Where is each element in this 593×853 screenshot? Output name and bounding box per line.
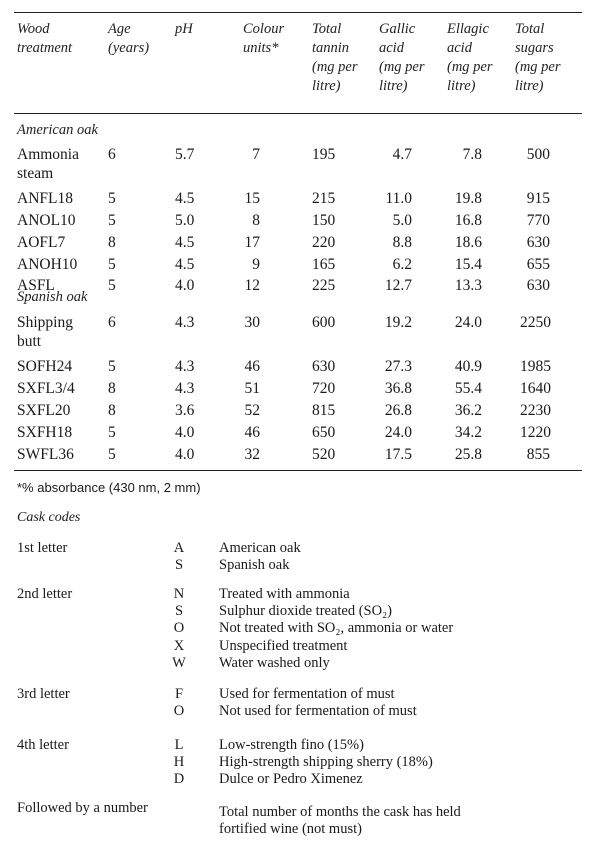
code-item — [0, 557, 593, 574]
code-letter: O — [173, 620, 185, 637]
wood-treatment-line: AOFL7 — [17, 234, 66, 251]
header-gallic-acid — [379, 20, 425, 96]
header-total-sugars — [515, 20, 561, 96]
header-line: Colour — [243, 21, 285, 37]
header-line: (mg per — [447, 59, 493, 75]
wood-treatment-cell — [17, 255, 77, 274]
code-group-label: 2nd letter — [17, 586, 73, 602]
ph-cell: 4.5 — [175, 256, 195, 273]
age-cell: 5 — [108, 446, 116, 463]
wood-treatment-line: SXFL20 — [17, 402, 71, 419]
gallic-cell: 11.0 — [385, 190, 412, 207]
header-total-tannin — [312, 20, 358, 96]
ellagic-cell: 55.4 — [454, 380, 482, 397]
wood-treatment-line: SXFH18 — [17, 424, 73, 441]
ph-cell: 4.3 — [175, 380, 195, 397]
header-line: treatment — [17, 40, 73, 56]
header-age — [108, 20, 149, 58]
group-label: Spanish oak — [17, 289, 88, 305]
header-line: acid — [379, 40, 404, 56]
colour-cell: 12 — [244, 277, 260, 294]
ph-cell: 3.6 — [175, 402, 195, 419]
colour-cell: 30 — [244, 314, 260, 331]
sugars-cell: 1640 — [520, 380, 551, 397]
wood-treatment-cell — [17, 189, 73, 208]
header-colour — [243, 20, 284, 58]
wood-treatment-cell — [17, 233, 65, 252]
tannin-cell: 225 — [312, 277, 336, 294]
header-ph — [175, 20, 193, 39]
wood-treatment-line: SOFH24 — [17, 358, 73, 375]
wood-treatment-cell — [17, 445, 74, 464]
code-letter: X — [173, 637, 185, 654]
code-letter: H — [173, 754, 185, 771]
code-group-label: 1st letter — [17, 540, 68, 556]
age-cell: 6 — [108, 146, 116, 163]
code-description: Low-strength fino (15%) — [219, 737, 364, 753]
code-item — [0, 638, 593, 655]
age-cell: 8 — [108, 402, 116, 419]
tannin-cell: 220 — [312, 234, 336, 251]
tannin-cell: 600 — [312, 314, 336, 331]
sugars-cell: 500 — [526, 146, 550, 163]
cask-codes-title: Cask codes — [17, 510, 81, 525]
code-description: Not treated with SO₂, ammonia or water — [219, 620, 454, 637]
colour-cell: 46 — [244, 424, 260, 441]
code-description: fortified wine (not must) — [219, 821, 362, 838]
sugars-cell: 655 — [526, 256, 550, 273]
sugars-cell: 1220 — [520, 424, 551, 441]
header-line: acid — [447, 40, 472, 56]
header-bottom-rule — [14, 113, 582, 114]
header-line: Total — [312, 21, 342, 37]
header-line: Wood — [17, 21, 50, 37]
sugars-cell: 1985 — [520, 358, 551, 375]
ellagic-cell: 15.4 — [454, 256, 482, 273]
sugars-cell: 2230 — [520, 402, 551, 419]
code-description: Treated with ammonia — [219, 586, 350, 602]
footnote: *% absorbance (430 nm, 2 mm) — [17, 480, 201, 495]
tannin-cell: 630 — [312, 358, 336, 375]
header-line: (years) — [108, 40, 150, 56]
code-item — [0, 737, 593, 754]
ellagic-cell: 13.3 — [454, 277, 482, 294]
ellagic-cell: 18.6 — [454, 234, 482, 251]
code-description: Used for fermentation of must — [219, 686, 395, 702]
header-line: (mg per — [515, 59, 561, 75]
colour-cell: 7 — [252, 146, 260, 163]
tannin-cell: 520 — [312, 446, 336, 463]
header-line: litre) — [515, 78, 544, 94]
code-letter: S — [174, 557, 184, 574]
header-line: (mg per — [312, 59, 358, 75]
tannin-cell: 650 — [312, 424, 336, 441]
gallic-cell: 4.7 — [392, 146, 412, 163]
ellagic-cell: 25.8 — [454, 446, 482, 463]
ellagic-cell: 36.2 — [454, 402, 482, 419]
wood-treatment-line: ANFL18 — [17, 190, 73, 207]
ellagic-cell: 7.8 — [462, 146, 482, 163]
code-item — [0, 821, 593, 838]
sugars-cell: 915 — [526, 190, 550, 207]
code-description: Sulphur dioxide treated (SO₂) — [219, 603, 392, 620]
sugars-cell: 630 — [526, 234, 550, 251]
age-cell: 5 — [108, 212, 116, 229]
ph-cell: 4.5 — [175, 234, 195, 251]
age-cell: 6 — [108, 314, 116, 331]
gallic-cell: 6.2 — [392, 256, 412, 273]
wood-treatment-cell — [17, 211, 76, 230]
header-wood-treatment — [17, 20, 72, 58]
code-item — [0, 771, 593, 788]
age-cell: 5 — [108, 190, 116, 207]
header-line: tannin — [312, 40, 350, 56]
ph-cell: 4.0 — [175, 424, 195, 441]
sugars-cell: 630 — [526, 277, 550, 294]
header-line: litre) — [312, 78, 341, 94]
header-line: pH — [175, 21, 193, 37]
ellagic-cell: 24.0 — [454, 314, 482, 331]
tannin-cell: 150 — [312, 212, 336, 229]
header-line: Gallic — [379, 21, 416, 37]
gallic-cell: 19.2 — [384, 314, 412, 331]
wood-treatment-line: Shipping — [17, 314, 73, 331]
ph-cell: 4.5 — [175, 190, 195, 207]
ellagic-cell: 40.9 — [454, 358, 482, 375]
age-cell: 5 — [108, 277, 116, 294]
header-line: (mg per — [379, 59, 425, 75]
code-letter: O — [173, 703, 185, 720]
code-item — [0, 754, 593, 771]
sugars-cell: 855 — [526, 446, 550, 463]
wood-treatment-line: Ammonia — [17, 146, 79, 163]
ph-cell: 5.0 — [175, 212, 195, 229]
code-group-label: 3rd letter — [17, 686, 70, 702]
code-item — [0, 586, 593, 603]
code-description: High-strength shipping sherry (18%) — [219, 754, 433, 771]
ellagic-cell: 19.8 — [454, 190, 482, 207]
code-description: Dulce or Pedro Ximenez — [219, 771, 363, 788]
ellagic-cell: 16.8 — [454, 212, 482, 229]
header-ellagic-acid — [447, 20, 493, 96]
code-item — [0, 603, 593, 620]
ph-cell: 5.7 — [175, 146, 195, 163]
table-bottom-rule — [14, 470, 582, 471]
header-line: litre) — [379, 78, 408, 94]
code-letter: N — [173, 586, 185, 602]
colour-cell: 8 — [252, 212, 260, 229]
ph-cell: 4.3 — [175, 358, 195, 375]
ellagic-cell: 34.2 — [454, 424, 482, 441]
colour-cell: 9 — [252, 256, 260, 273]
colour-cell: 15 — [244, 190, 260, 207]
code-description: Total number of months the cask has held — [219, 804, 461, 820]
code-description: American oak — [219, 540, 301, 556]
header-line: litre) — [447, 78, 476, 94]
header-line: Age — [108, 21, 131, 37]
wood-treatment-cell — [17, 379, 75, 398]
sugars-cell: 770 — [526, 212, 550, 229]
code-letter: S — [174, 603, 184, 620]
gallic-cell: 12.7 — [384, 277, 412, 294]
tannin-cell: 215 — [312, 190, 336, 207]
code-description: Spanish oak — [219, 557, 290, 574]
colour-cell: 51 — [244, 380, 260, 397]
ph-cell: 4.3 — [175, 314, 195, 331]
code-item — [0, 703, 593, 720]
code-item — [0, 620, 593, 637]
code-description: Water washed only — [219, 654, 330, 671]
code-letter: L — [174, 737, 184, 753]
code-item — [0, 540, 593, 557]
ph-cell: 4.0 — [175, 446, 195, 463]
sugars-cell: 2250 — [520, 314, 551, 331]
code-group-label: 4th letter — [17, 737, 69, 753]
tannin-cell: 720 — [312, 380, 336, 397]
ph-cell: 4.0 — [175, 277, 195, 294]
tannin-cell: 815 — [312, 402, 336, 419]
gallic-cell: 8.8 — [392, 234, 412, 251]
wood-treatment-line: steam — [17, 165, 54, 182]
tannin-cell: 165 — [312, 256, 336, 273]
wood-treatment-line: ASFL — [17, 277, 55, 294]
code-group-label: Followed by a number — [17, 800, 148, 816]
age-cell: 5 — [108, 358, 116, 375]
colour-cell: 46 — [244, 358, 260, 375]
age-cell: 5 — [108, 256, 116, 273]
wood-treatment-line: ANOH10 — [17, 256, 78, 273]
colour-cell: 17 — [244, 234, 260, 251]
wood-treatment-cell — [17, 357, 72, 376]
code-description: Not used for fermentation of must — [219, 703, 417, 720]
code-letter: D — [173, 771, 185, 788]
age-cell: 5 — [108, 424, 116, 441]
code-letter: W — [172, 654, 186, 671]
wood-treatment-line: SXFL3/4 — [17, 380, 75, 397]
colour-cell: 32 — [244, 446, 260, 463]
code-description: Unspecified treatment — [219, 637, 348, 654]
gallic-cell: 36.8 — [384, 380, 412, 397]
table-top-rule — [14, 12, 582, 13]
header-line: units* — [243, 40, 279, 56]
wood-treatment-cell — [17, 423, 72, 442]
age-cell: 8 — [108, 234, 116, 251]
header-line: Total — [515, 21, 545, 37]
gallic-cell: 24.0 — [384, 424, 412, 441]
age-cell: 8 — [108, 380, 116, 397]
gallic-cell: 26.8 — [384, 402, 412, 419]
code-letter: A — [173, 540, 185, 556]
wood-treatment-line: SWFL36 — [17, 446, 74, 463]
header-line: Ellagic — [447, 21, 489, 37]
code-letter: F — [174, 686, 184, 702]
colour-cell: 52 — [244, 402, 260, 419]
header-line: sugars — [515, 40, 554, 56]
wood-treatment-line: ANOL10 — [17, 212, 76, 229]
code-item — [0, 655, 593, 672]
gallic-cell: 17.5 — [384, 446, 412, 463]
wood-treatment-cell — [17, 401, 70, 420]
wood-treatment-cell — [17, 145, 79, 183]
wood-treatment-cell — [17, 313, 73, 351]
code-item — [0, 686, 593, 703]
gallic-cell: 27.3 — [384, 358, 412, 375]
code-item — [0, 804, 593, 821]
wood-treatment-line: butt — [17, 333, 42, 350]
group-label: American oak — [17, 122, 98, 138]
gallic-cell: 5.0 — [392, 212, 412, 229]
tannin-cell: 195 — [312, 146, 336, 163]
